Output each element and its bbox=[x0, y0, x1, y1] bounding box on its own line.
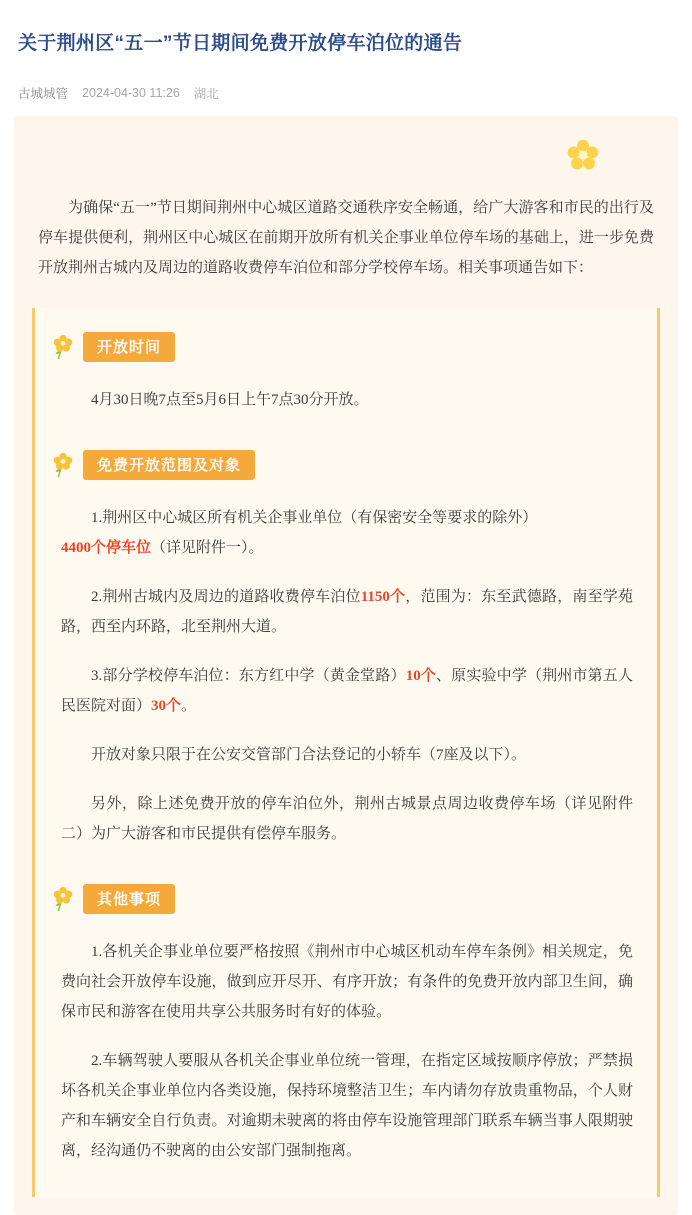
section-paragraph: 1.各机关企事业单位要严格按照《荆州市中心城区机动车停车条例》相关规定，免费向社会开放停车设施，做到应开尽开、有序开放；有条件的免费开放内部卫生间，确保市民和游客在使用共享公共服务时有好的体验。 bbox=[61, 944, 633, 1021]
paragraph-suffix: （详见附件一）。 bbox=[151, 540, 264, 557]
flower-icon bbox=[51, 886, 75, 912]
highlight-value: 1150个 bbox=[360, 589, 406, 606]
notice-inner-box bbox=[32, 308, 660, 1197]
section-header bbox=[43, 876, 649, 920]
flower-icon bbox=[51, 334, 75, 360]
article-body-card bbox=[14, 116, 678, 1215]
paragraph-prefix: 2.荆州古城内及周边的道路收费停车泊位 bbox=[91, 589, 361, 606]
paragraph-suffix: ，范围为：东至武德路，南至学苑路，西至内环路，北至荆州大道。 bbox=[61, 589, 633, 636]
article-meta bbox=[0, 70, 692, 116]
section-opening-time bbox=[43, 324, 649, 417]
flower-icon bbox=[51, 452, 75, 478]
paragraph-middle: 、原实验中学（荆州市第五人民医院对面） bbox=[61, 668, 633, 715]
meta-source: 古城城管 bbox=[18, 87, 69, 102]
section-label: 开放时间 bbox=[83, 332, 175, 362]
intro-paragraph: 为确保“五一”节日期间荆州中心城区道路交通秩序安全畅通，给广大游客和市民的出行及停车提供便利，荆州区中心城区在前期开放所有机关企事业单位停车场的基础上，进一步免费开放荆州古城内及周边的道路收费停车泊位和部分学校停车场。相关事项通告如下： bbox=[38, 200, 654, 277]
section-paragraph: 开放对象只限于在公安交管部门合法登记的小轿车（7座及以下）。 bbox=[91, 747, 527, 764]
section-label: 免费开放范围及对象 bbox=[83, 450, 255, 480]
section-other-matters bbox=[43, 876, 649, 1168]
flower-icon bbox=[566, 138, 600, 172]
section-paragraph: 另外，除上述免费开放的停车泊位外，荆州古城景点周边收费停车场（详见附件二）为广大游客和市民提供有偿停车服务。 bbox=[61, 796, 633, 843]
paragraph-suffix: 。 bbox=[181, 698, 197, 715]
article-page bbox=[0, 13, 692, 1215]
section-paragraph bbox=[43, 659, 649, 723]
section-label: 其他事项 bbox=[83, 884, 175, 914]
paragraph-prefix: 3.部分学校停车泊位：东方红中学（黄金堂路） bbox=[91, 668, 406, 685]
highlight-value-2: 30个 bbox=[151, 698, 182, 715]
highlight-value: 4400个停车位 bbox=[61, 540, 152, 557]
section-header bbox=[43, 324, 649, 368]
meta-datetime: 2024-04-30 11:26 bbox=[82, 86, 180, 101]
section-paragraph: 4月30日晚7点至5月6日上午7点30分开放。 bbox=[91, 392, 369, 409]
section-paragraph: 2.车辆驾驶人要服从各机关企事业单位统一管理，在指定区域按顺序停放；严禁损坏各机关企事业单位内各类设施，保持环境整洁卫生；车内请勿存放贵重物品，个人财产和车辆安全自行负责。对逾期未驶离的将由停车设施管理部门联系车辆当事人限期驶离，经沟通仍不驶离的由公安部门强制拖离。 bbox=[61, 1053, 633, 1160]
section-paragraph bbox=[43, 501, 649, 565]
section-header bbox=[43, 442, 649, 486]
section-paragraph bbox=[43, 580, 649, 644]
meta-location: 湖北 bbox=[193, 87, 219, 102]
section-free-scope bbox=[43, 442, 649, 851]
paragraph-prefix: 1.荆州区中心城区所有机关企事业单位（有保密安全等要求的除外） bbox=[91, 510, 538, 527]
highlight-value: 10个 bbox=[405, 668, 437, 685]
page-title: 关于荆州区“五一”节日期间免费开放停车泊位的通告 bbox=[18, 32, 463, 54]
